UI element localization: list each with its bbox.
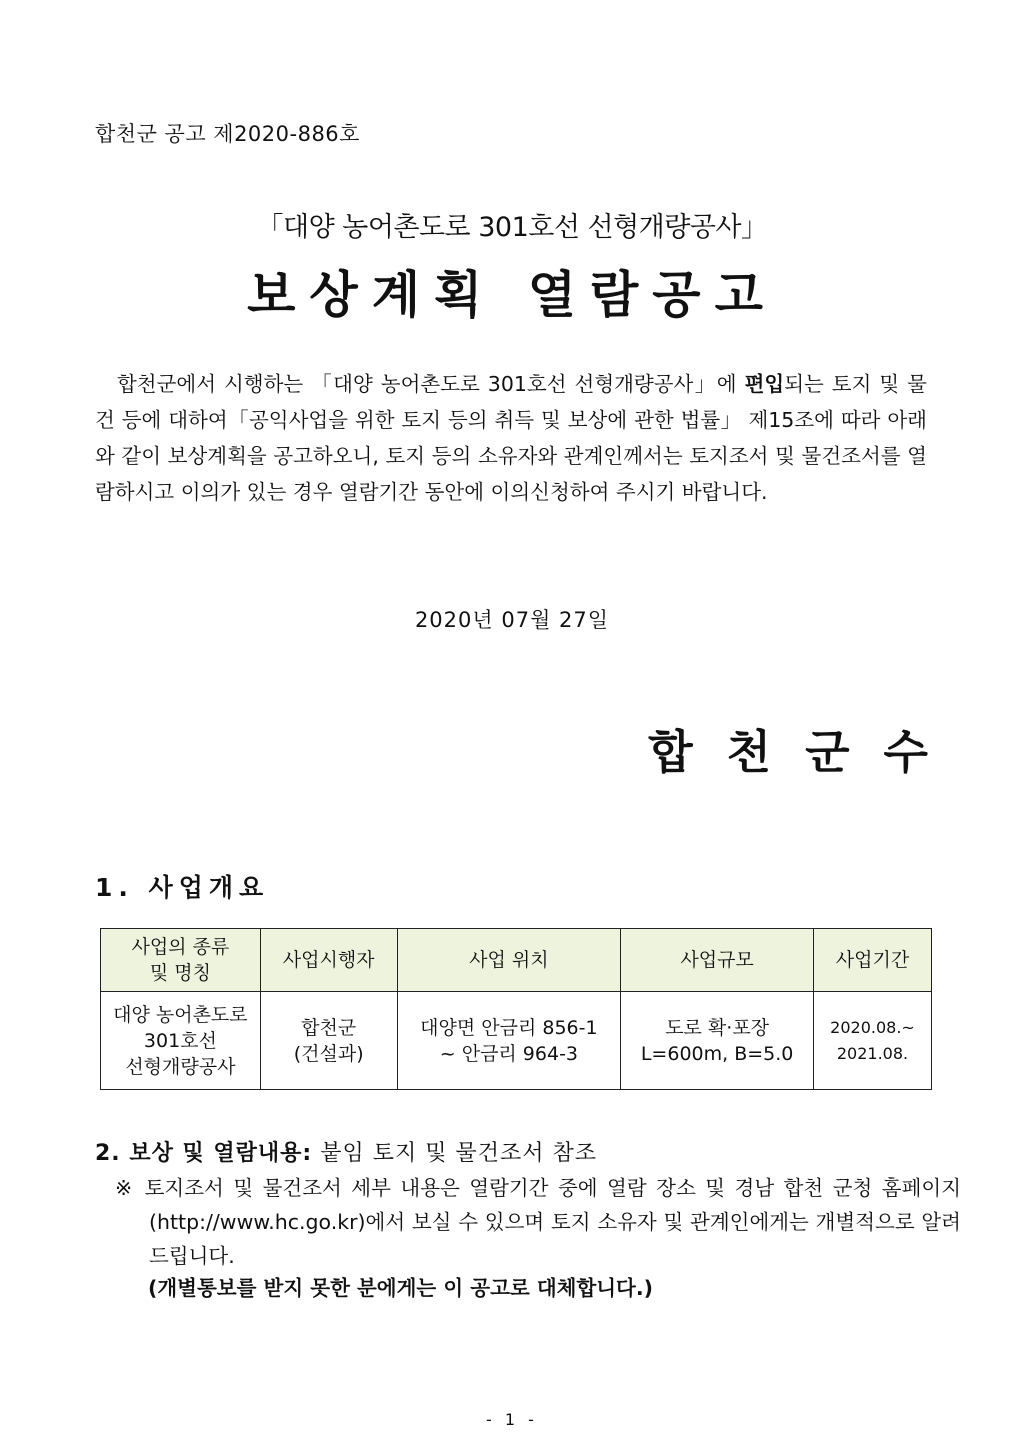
notice-number: 합천군 공고 제2020-886호 (95, 122, 360, 146)
header-scale: 사업규모 (621, 929, 814, 992)
section2-heading-bold: 2. 보상 및 열람내용: (95, 1141, 313, 1166)
table-row (101, 992, 932, 1090)
signer: 합천군수 (648, 725, 962, 779)
cell-period: 2020.08.~ 2021.08. (814, 992, 932, 1090)
page-number: - 1 - (486, 1410, 538, 1429)
section1-heading: 1. 사업개요 (95, 873, 270, 902)
project-overview-table (100, 928, 932, 1090)
notice-body-post: 되는 토지 및 물건 등에 대하여「공익사업을 위한 토지 등의 취득 및 보상에 관한 법률」 제15조에 따라 아래와 같이 보상계획을 공고하오니, 토지 등의 소유자와 관계인께서는 토지조서 및 물건조서를 열람하시고 이의가 있는 경우 열람기간 동안에 이의신청하여 주시기 바랍니다. (95, 372, 927, 504)
notice-body (95, 366, 927, 510)
cell-scale: 도로 확·포장 L=600m, B=5.0 (621, 992, 814, 1090)
page-title: 보상계획 열람공고 (247, 266, 777, 324)
notice-date: 2020년 07월 27일 (414, 608, 610, 632)
section2-heading (95, 1136, 597, 1167)
notice-body-bold: 편입 (744, 372, 785, 396)
header-period: 사업기간 (814, 929, 932, 992)
header-location: 사업 위치 (397, 929, 621, 992)
table-header-row (101, 929, 932, 992)
cell-location: 대양면 안금리 856-1 ~ 안금리 964-3 (397, 992, 621, 1090)
cell-type-name: 대양 농어촌도로 301호선 선형개량공사 (101, 992, 261, 1090)
cell-operator: 합천군 (건설과) (260, 992, 397, 1090)
header-type-name: 사업의 종류 및 명칭 (101, 929, 261, 992)
header-operator: 사업시행자 (260, 929, 397, 992)
section2-note-bold: (개별통보를 받지 못한 분에게는 이 공고로 대체합니다.) (148, 1276, 654, 1300)
section2-heading-rest: 붙임 토지 및 물건조서 참조 (312, 1141, 597, 1166)
project-subtitle: 「대양 농어촌도로 301호선 선형개량공사」 (256, 212, 768, 243)
notice-body-pre: 합천군에서 시행하는 「대양 농어촌도로 301호선 선형개량공사」에 (117, 372, 745, 396)
section2-note: ※ 토지조서 및 물건조서 세부 내용은 열람기간 중에 열람 장소 및 경남 합천 군청 홈페이지(http://www.hc.go.kr)에서 보실 수 있으며 토지 소유자 및 관계인에게는 개별적으로 알려드립니다. (115, 1176, 961, 1268)
